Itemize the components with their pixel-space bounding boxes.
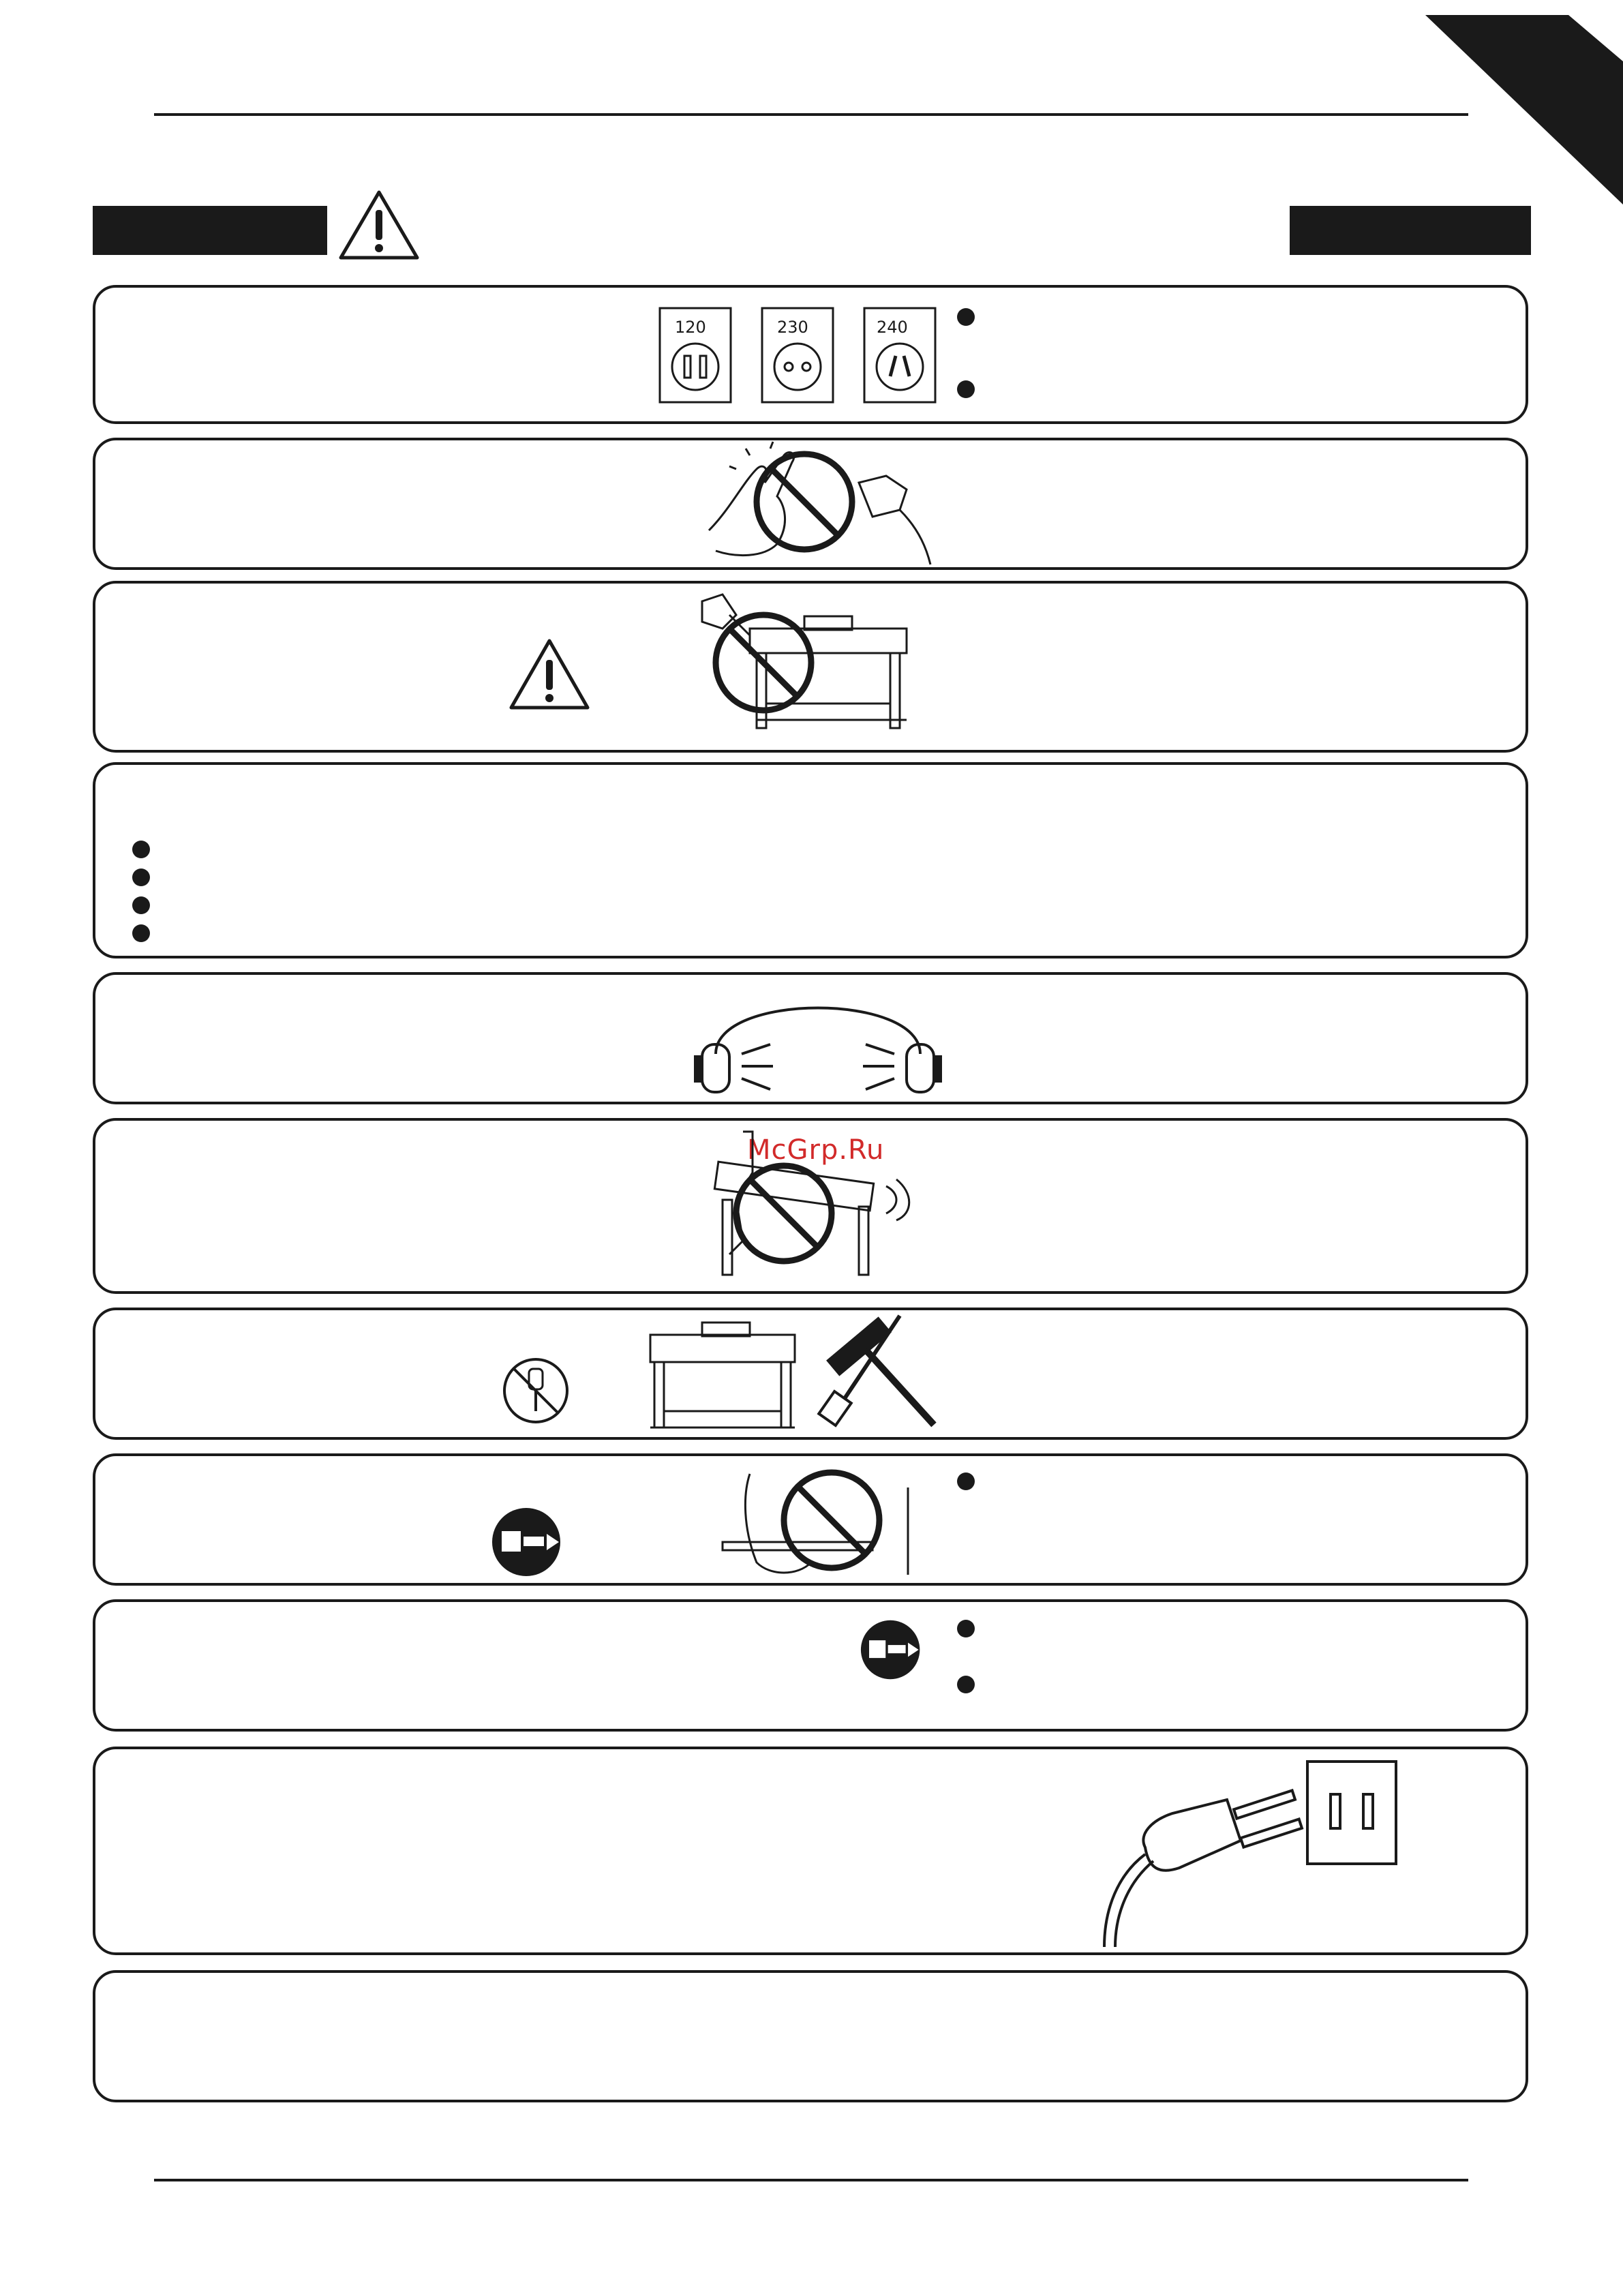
- no-wet-hands-plug-icon: [702, 442, 934, 566]
- screwdriver-hammer-icon: [818, 1309, 947, 1432]
- no-disassemble-icon: [502, 1357, 570, 1425]
- voltage-outlets-figure: [658, 307, 938, 405]
- footer-rule: [154, 2179, 1468, 2181]
- title-bar-right: [1290, 206, 1531, 255]
- bullet: [957, 1620, 975, 1637]
- warning-triangle-icon: [509, 638, 590, 712]
- no-leaning-on-piano-icon: [702, 1125, 913, 1288]
- outlet-label-120: 120: [675, 318, 706, 337]
- title-bar-left: [93, 206, 327, 255]
- panel-final: [93, 1970, 1528, 2102]
- warning-triangle-icon: [338, 190, 420, 260]
- panel-location: [93, 762, 1528, 958]
- no-liquid-on-piano-icon: [688, 588, 913, 740]
- unplug-icon: [487, 1507, 567, 1577]
- outlet-240: [864, 308, 935, 402]
- bullet: [132, 868, 150, 886]
- plug-and-outlet-icon: [1091, 1752, 1404, 1950]
- panel-unplug: [93, 1599, 1528, 1732]
- outlet-label-230: 230: [777, 318, 808, 337]
- corner-tab: [1425, 0, 1623, 205]
- bullet: [132, 896, 150, 914]
- watermark: McGrp.Ru: [747, 1134, 885, 1166]
- panel-disassemble: [93, 1308, 1528, 1440]
- bullet: [957, 1472, 975, 1490]
- outlet-label-240: 240: [877, 318, 908, 337]
- header-rule: [154, 113, 1468, 116]
- bullet: [957, 308, 975, 326]
- outlet-230: [762, 308, 833, 402]
- outlet-120: [660, 308, 731, 402]
- unplug-icon: [856, 1617, 926, 1682]
- bullet: [132, 924, 150, 942]
- bullet: [957, 1676, 975, 1693]
- no-pull-cord-icon: [716, 1460, 920, 1580]
- bullet: [957, 380, 975, 398]
- headphones-icon: [688, 979, 947, 1099]
- bullet: [132, 841, 150, 858]
- piano-outline-icon: [648, 1316, 798, 1432]
